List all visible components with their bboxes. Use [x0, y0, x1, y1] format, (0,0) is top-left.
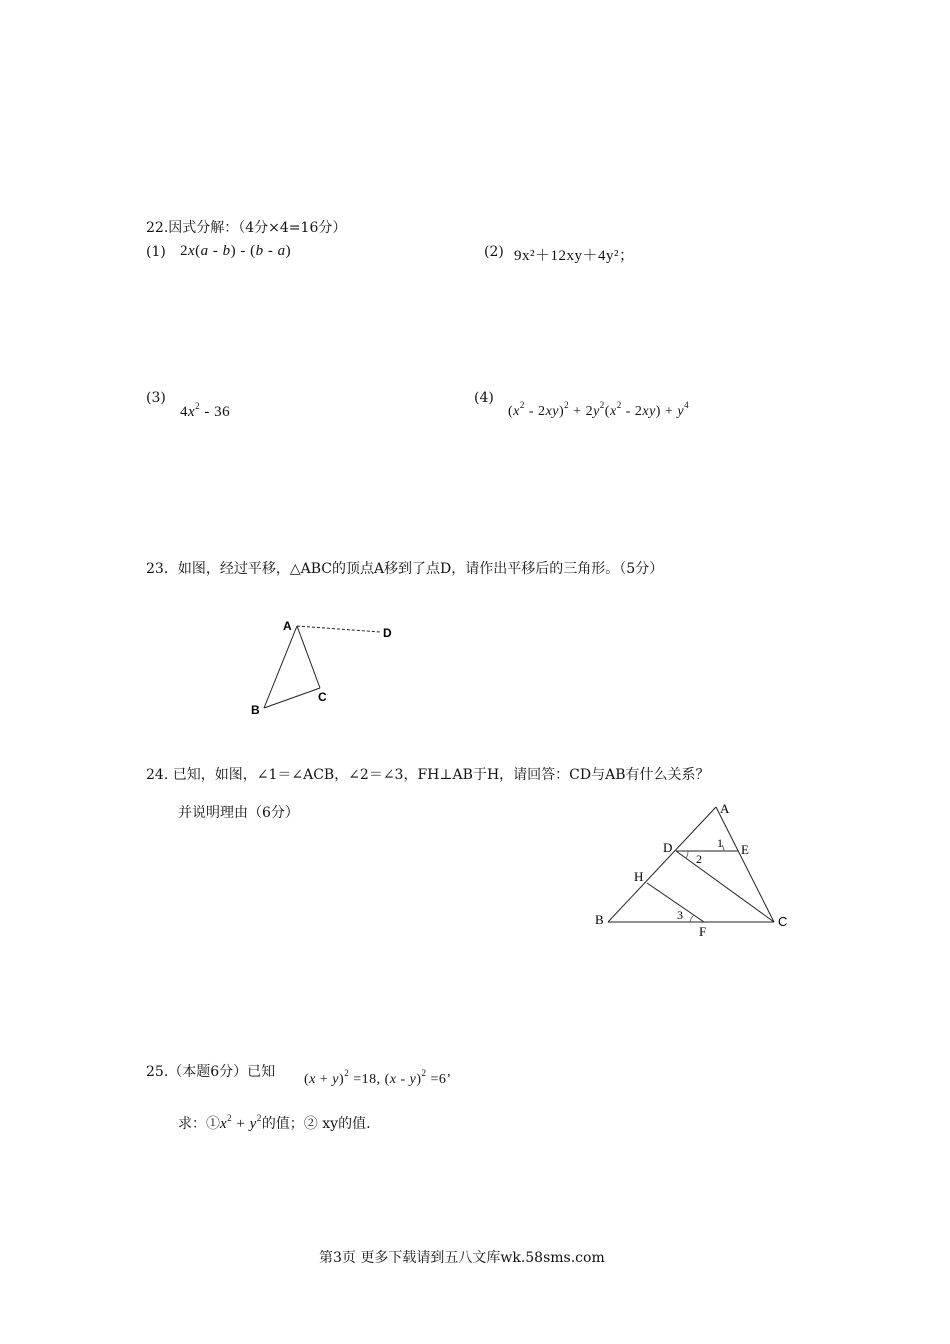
q22-part1-label: (1) — [146, 244, 166, 260]
q24-label-h: H — [634, 869, 644, 884]
q24-label-b: B — [595, 912, 604, 927]
q22-part3-expression: $4x^2 - 36$ — [180, 401, 231, 420]
q24-label-e: E — [741, 842, 749, 857]
q24-line1: 24. 已知，如图，∠1＝∠ACB，∠2＝∠3，FH⊥AB于H，请回答：CD与AB有什么关系？ — [146, 767, 710, 783]
q23-label-d: D — [383, 626, 392, 640]
q24-angle-2-label: 2 — [696, 852, 702, 866]
q24-angle-3-arc — [690, 915, 694, 922]
q24-figure — [590, 795, 810, 945]
q24-label-a: A — [720, 801, 730, 816]
q23-label-c: C — [318, 690, 327, 704]
q22-part2-expression: 9x²＋12xy＋4y²； — [514, 248, 635, 264]
q25-ask-xy: xy — [322, 1116, 339, 1132]
q22-heading: 22.因式分解：（4分×4=16分） — [146, 220, 347, 236]
q25-ask-prefix: 求：① — [178, 1116, 220, 1132]
q23-translation-ad — [297, 626, 380, 632]
q24-angle-1-label: 1 — [717, 836, 723, 850]
q23-side-bc — [264, 688, 320, 708]
q23-side-ab — [264, 626, 297, 708]
q24-side-ac — [716, 807, 774, 922]
q23-text: 23．如图，经过平移，△ABC的顶点A移到了点D，请作出平移后的三角形。（5分） — [146, 561, 664, 577]
q24-label-f: F — [699, 924, 707, 939]
q22-part4-label: (4) — [474, 390, 494, 406]
q22-part4-expression: $(x^2 - 2xy)^2 + 2y^2(x^2 - 2xy) + y^4$ — [508, 400, 690, 419]
q25-given-expression: $(x + y)^2 =18$, (x - y)$^2$ =6’ — [304, 1068, 452, 1087]
q24-line2: 并说明理由（6分） — [178, 805, 299, 821]
q24-segment-hf — [647, 883, 704, 922]
q25-ask — [178, 1113, 371, 1133]
q24-angle-2-arc — [686, 851, 688, 858]
q24-angle-3-label: 3 — [677, 908, 683, 922]
q24-segment-dc — [676, 851, 774, 922]
q23-figure — [240, 610, 410, 720]
q22-part2-label: (2) — [484, 244, 504, 260]
q23-label-a: A — [283, 619, 292, 633]
q24-label-c: C — [778, 914, 788, 929]
page-footer: 第3页 更多下载请到五八文库wk.58sms.com — [319, 1250, 605, 1266]
q25-prefix: 25.（本题6分）已知 — [146, 1064, 276, 1080]
q22-part1-expression: 2x(a - b) - (b - a) — [180, 243, 292, 259]
q22-part3-label: (3) — [146, 390, 166, 406]
q25-ask-suffix: 的值. — [338, 1116, 371, 1132]
q23-side-ac — [297, 626, 320, 688]
q25-ask-expression: $x^2 + y^2$ — [220, 1113, 262, 1132]
q23-label-b: B — [251, 703, 260, 717]
q25-ask-mid: 的值；② — [261, 1116, 318, 1132]
q24-label-d: D — [663, 840, 673, 855]
